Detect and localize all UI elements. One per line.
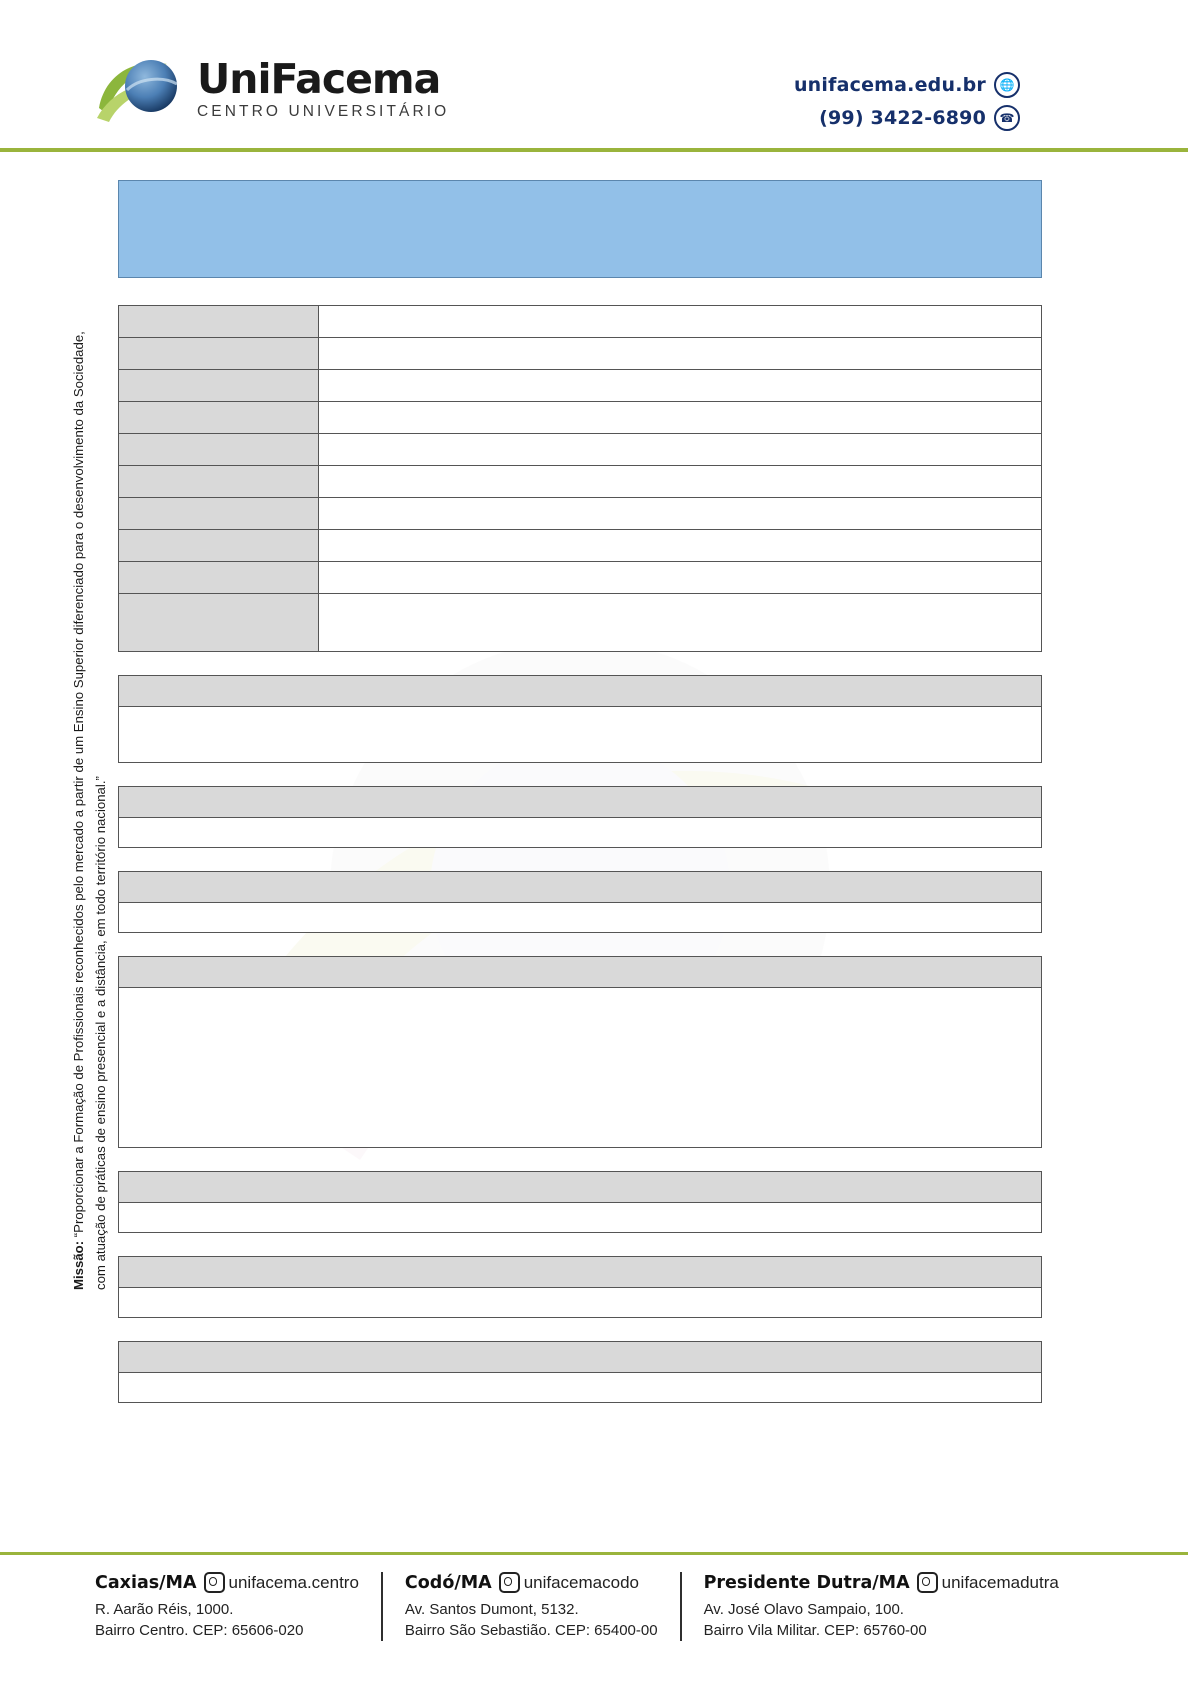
field-value[interactable] xyxy=(319,530,1042,562)
logo-subtitle: CENTRO UNIVERSITÁRIO xyxy=(197,102,450,120)
section-heading xyxy=(119,787,1042,818)
field-value[interactable] xyxy=(319,306,1042,338)
section-heading-row xyxy=(119,1172,1042,1203)
form-section xyxy=(118,786,1042,848)
form-section xyxy=(118,871,1042,933)
section-heading xyxy=(119,676,1042,707)
table-row xyxy=(119,530,1042,562)
footer-columns xyxy=(95,1572,1103,1641)
section-heading-row xyxy=(119,787,1042,818)
section-heading-row xyxy=(119,676,1042,707)
section-body-row xyxy=(119,1203,1042,1233)
footer-instagram[interactable] xyxy=(204,1572,359,1593)
footer-address-line1: Av. José Olavo Sampaio, 100. xyxy=(703,1601,904,1618)
field-value[interactable] xyxy=(319,434,1042,466)
header-divider-secondary xyxy=(0,152,1188,154)
field-value[interactable] xyxy=(319,594,1042,652)
form-content xyxy=(118,180,1042,1403)
globe-icon: 🌐 xyxy=(994,72,1020,98)
field-value[interactable] xyxy=(319,402,1042,434)
footer-instagram[interactable] xyxy=(499,1572,639,1593)
table-row xyxy=(119,466,1042,498)
mission-sidebar xyxy=(16,300,108,1300)
section-body[interactable] xyxy=(119,707,1042,763)
section-body[interactable] xyxy=(119,903,1042,933)
section-heading xyxy=(119,1257,1042,1288)
section-heading-row xyxy=(119,957,1042,988)
field-label xyxy=(119,530,319,562)
contact-phone-row[interactable] xyxy=(794,105,1020,131)
section-body-row xyxy=(119,988,1042,1148)
table-row xyxy=(119,498,1042,530)
footer-city: Codó/MA xyxy=(404,1572,492,1593)
footer-city: Presidente Dutra/MA xyxy=(703,1572,910,1593)
mission-text-rotated xyxy=(68,305,112,1290)
section-body[interactable] xyxy=(119,1288,1042,1318)
section-body[interactable] xyxy=(119,1373,1042,1403)
field-value[interactable] xyxy=(319,498,1042,530)
section-body[interactable] xyxy=(119,988,1042,1148)
header-contact xyxy=(794,72,1020,138)
section-body-row xyxy=(119,707,1042,763)
field-label xyxy=(119,402,319,434)
table-row xyxy=(119,338,1042,370)
table-row xyxy=(119,306,1042,338)
form-section xyxy=(118,1256,1042,1318)
section-body-row xyxy=(119,1288,1042,1318)
footer-campus-presidente-dutra xyxy=(704,1572,1081,1641)
logo-title-uni: Uni xyxy=(197,54,271,103)
field-value[interactable] xyxy=(319,562,1042,594)
form-section xyxy=(118,956,1042,1148)
footer-address-line1: Av. Santos Dumont, 5132. xyxy=(404,1601,579,1618)
field-label xyxy=(119,370,319,402)
section-body[interactable] xyxy=(119,1203,1042,1233)
page-header xyxy=(0,0,1188,150)
whatsapp-icon: ☎ xyxy=(994,105,1020,131)
table-row xyxy=(119,562,1042,594)
field-label xyxy=(119,498,319,530)
table-row xyxy=(119,402,1042,434)
footer-address-line2: Bairro Vila Militar. CEP: 65760-00 xyxy=(703,1622,927,1639)
section-body-row xyxy=(119,903,1042,933)
field-value[interactable] xyxy=(319,338,1042,370)
footer-instagram-handle: unifacema.centro xyxy=(228,1572,359,1592)
section-heading-row xyxy=(119,1342,1042,1373)
field-label xyxy=(119,594,319,652)
field-value[interactable] xyxy=(319,466,1042,498)
footer-instagram-handle: unifacemadutra xyxy=(941,1572,1059,1592)
form-section xyxy=(118,675,1042,763)
form-title-band xyxy=(118,180,1042,278)
form-section xyxy=(118,1171,1042,1233)
footer-campus-head xyxy=(405,1572,658,1593)
field-label xyxy=(119,562,319,594)
footer-campus-head xyxy=(704,1572,1059,1593)
footer-divider xyxy=(0,1552,1188,1555)
footer-address-line2: Bairro São Sebastião. CEP: 65400-00 xyxy=(404,1622,658,1639)
footer-address-line2: Bairro Centro. CEP: 65606-020 xyxy=(95,1622,304,1639)
page-footer xyxy=(0,1552,1188,1684)
instagram-icon xyxy=(499,1572,520,1593)
form-section xyxy=(118,1341,1042,1403)
section-heading xyxy=(119,957,1042,988)
footer-instagram-handle: unifacemacodo xyxy=(523,1572,639,1592)
section-heading xyxy=(119,1342,1042,1373)
mission-text: “Proporcionar a Formação de Profissionais reconhecidos pelo mercado a partir de um Ensino Superior diferenciado para o desenvolvimento da Sociedade, com atuação de práticas de ensino presencial e a distância, em todo território nacional.” xyxy=(71,331,108,1290)
form-field-grid xyxy=(118,305,1042,652)
instagram-icon xyxy=(204,1572,225,1593)
field-value[interactable] xyxy=(319,370,1042,402)
contact-phone: (99) 3422-6890 xyxy=(819,107,986,129)
section-heading-row xyxy=(119,1257,1042,1288)
table-row xyxy=(119,594,1042,652)
footer-city: Caxias/MA xyxy=(95,1572,197,1593)
instagram-icon xyxy=(917,1572,938,1593)
section-heading xyxy=(119,1172,1042,1203)
footer-campus-head xyxy=(95,1572,359,1593)
field-label xyxy=(119,306,319,338)
logo-title-facema: Facema xyxy=(270,54,441,103)
footer-campus-codo xyxy=(405,1572,682,1641)
footer-campus-caxias xyxy=(95,1572,383,1641)
field-label xyxy=(119,338,319,370)
footer-address-line1: R. Aarão Réis, 1000. xyxy=(95,1601,234,1618)
contact-website: unifacema.edu.br xyxy=(793,74,986,96)
table-row xyxy=(119,370,1042,402)
table-row xyxy=(119,434,1042,466)
brand-logo xyxy=(95,52,449,126)
footer-instagram[interactable] xyxy=(917,1572,1059,1593)
logo-mark-icon xyxy=(95,52,191,126)
section-body[interactable] xyxy=(119,818,1042,848)
section-body-row xyxy=(119,1373,1042,1403)
mission-label: Missão: xyxy=(71,1240,86,1290)
contact-website-row[interactable] xyxy=(794,72,1020,98)
section-heading xyxy=(119,872,1042,903)
field-label xyxy=(119,466,319,498)
logo-title xyxy=(197,54,449,103)
section-heading-row xyxy=(119,872,1042,903)
section-body-row xyxy=(119,818,1042,848)
field-label xyxy=(119,434,319,466)
